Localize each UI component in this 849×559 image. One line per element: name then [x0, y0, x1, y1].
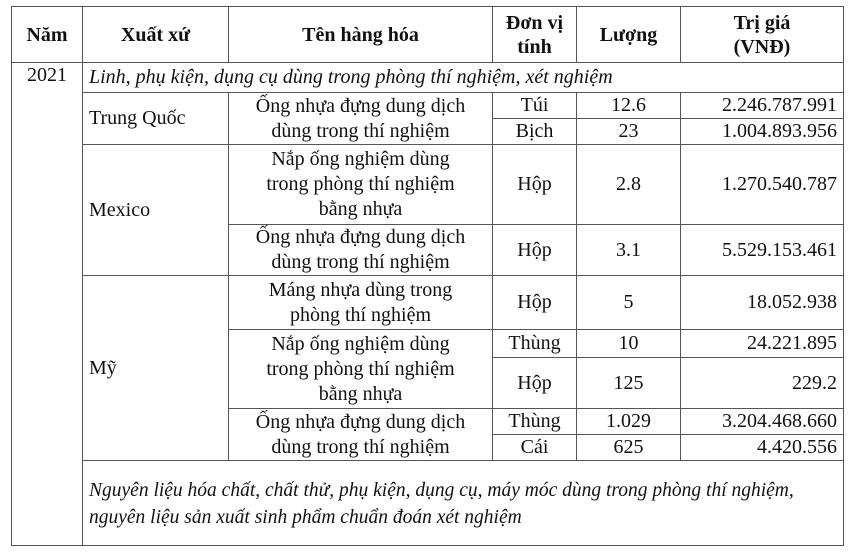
header-unit-line1: Đơn vị: [505, 11, 564, 34]
value-cell: 2.246.787.991: [681, 93, 844, 119]
header-unit: [493, 7, 577, 63]
header-value-line2: (VNĐ): [733, 35, 791, 58]
product-cell: Ống nhựa đựng dung dịch dùng trong thí nghiệm: [229, 225, 493, 276]
header-value: [681, 7, 844, 63]
unit-cell: Hộp: [493, 358, 577, 409]
product-cell: Ống nhựa đựng dung dịch dùng trong thí nghiệm: [229, 409, 493, 461]
table-row: [12, 93, 844, 119]
header-year: Năm: [12, 7, 83, 63]
import-table: [11, 6, 844, 546]
quantity-cell: 23: [577, 119, 681, 145]
quantity-cell: 625: [577, 435, 681, 461]
value-cell: 3.204.468.660: [681, 409, 844, 435]
unit-cell: Thùng: [493, 409, 577, 435]
unit-cell: Hộp: [493, 276, 577, 330]
value-cell: 4.420.556: [681, 435, 844, 461]
value-cell: 1.270.540.787: [681, 145, 844, 225]
table-row: [12, 276, 844, 330]
quantity-cell: 10: [577, 330, 681, 358]
header-unit-line2: tính: [517, 35, 552, 58]
category-2-label: Nguyên liệu hóa chất, chất thử, phụ kiện, dụng cụ, máy móc dùng trong phòng thí nghiệm, nguyên liệu sản xuất sinh phẩm chuẩn đoán xét nghiệm: [83, 461, 844, 546]
header-origin: Xuất xứ: [83, 7, 229, 63]
quantity-cell: 3.1: [577, 225, 681, 276]
category-row: [12, 461, 844, 546]
product-cell: Nắp ống nghiệm dùng trong phòng thí nghiệm bằng nhựa: [229, 145, 493, 225]
origin-cell: Mỹ: [83, 276, 229, 461]
value-cell: 24.221.895: [681, 330, 844, 358]
quantity-cell: 1.029: [577, 409, 681, 435]
header-value-line1: Trị giá: [733, 11, 791, 34]
unit-cell: Hộp: [493, 145, 577, 225]
product-cell: Nắp ống nghiệm dùng trong phòng thí nghiệm bằng nhựa: [229, 330, 493, 409]
header-row: [12, 7, 844, 63]
value-cell: 229.2: [681, 358, 844, 409]
unit-cell: Bịch: [493, 119, 577, 145]
header-quantity: Lượng: [577, 7, 681, 63]
unit-cell: Túi: [493, 93, 577, 119]
header-product: Tên hàng hóa: [229, 7, 493, 63]
category-row: [12, 63, 844, 93]
table-row: [12, 145, 844, 225]
value-cell: 5.529.153.461: [681, 225, 844, 276]
quantity-cell: 12.6: [577, 93, 681, 119]
unit-cell: Cái: [493, 435, 577, 461]
quantity-cell: 2.8: [577, 145, 681, 225]
category-1-label: Linh, phụ kiện, dụng cụ dùng trong phòng thí nghiệm, xét nghiệm: [83, 63, 844, 93]
quantity-cell: 5: [577, 276, 681, 330]
product-cell: Máng nhựa dùng trong phòng thí nghiệm: [229, 276, 493, 330]
value-cell: 18.052.938: [681, 276, 844, 330]
year-cell: 2021: [12, 63, 83, 546]
origin-cell: Mexico: [83, 145, 229, 276]
unit-cell: Hộp: [493, 225, 577, 276]
product-cell: Ống nhựa đựng dung dịch dùng trong thí nghiệm: [229, 93, 493, 145]
origin-cell: Trung Quốc: [83, 93, 229, 145]
unit-cell: Thùng: [493, 330, 577, 358]
value-cell: 1.004.893.956: [681, 119, 844, 145]
quantity-cell: 125: [577, 358, 681, 409]
